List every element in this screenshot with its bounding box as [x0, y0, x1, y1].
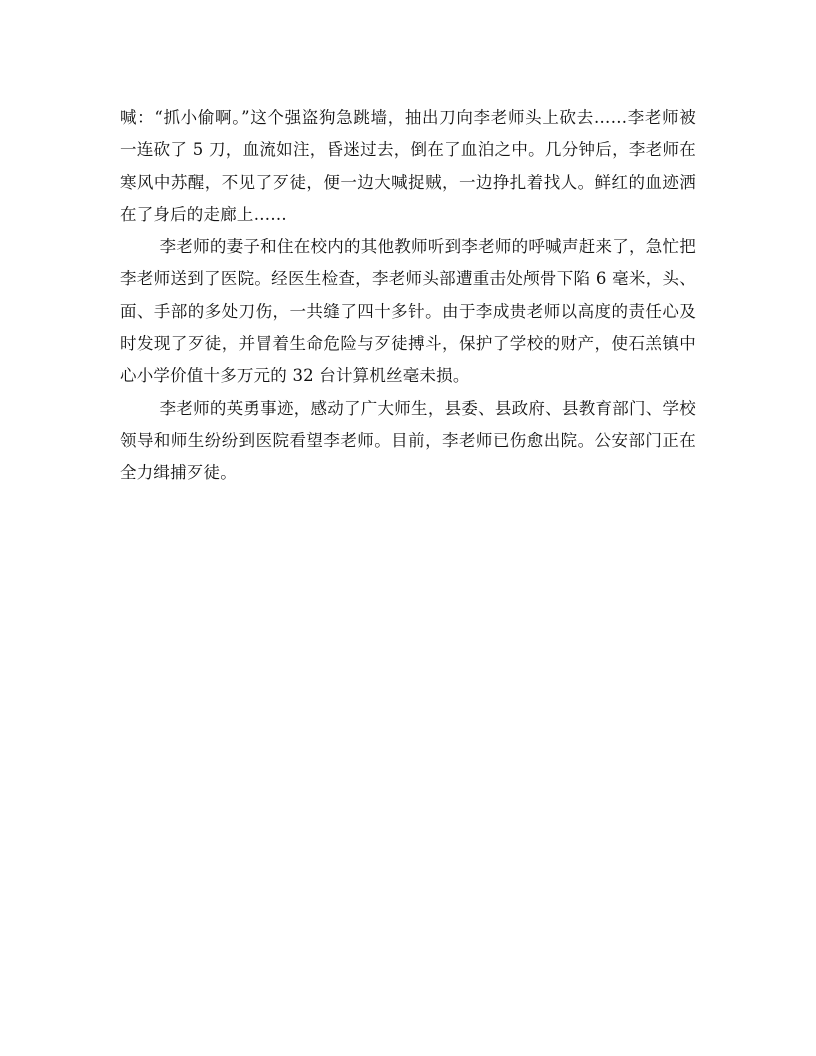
paragraph-aftermath: 李老师的英勇事迹，感动了广大师生，县委、县政府、县教育部门、学校领导和师生纷纷到医院看望李老师。目前，李老师已伤愈出院。公安部门正在全力缉捕歹徒。: [120, 398, 696, 483]
document-body: [120, 102, 696, 490]
paragraph-continuation: 喊：“抓小偷啊。”这个强盗狗急跳墙，抽出刀向李老师头上砍去……李老师被一连砍了 5 刀，血流如注，昏迷过去，倒在了血泊之中。几分钟后，李老师在寒风中苏醒，不见了歹徒，便一边大喊捉贼，一边挣扎着找人。鲜红的血迹洒在了身后的走廊上……: [120, 108, 696, 224]
paragraph-hospital: 李老师的妻子和住在校内的其他教师听到李老师的呼喊声赶来了，急忙把李老师送到了医院。经医生检查，李老师头部遭重击处颅骨下陷 6 毫米，头、面、手部的多处刀伤，一共缝了四十多针。由于李成贵老师以高度的责任心及时发现了歹徒，并冒着生命危险与歹徒搏斗，保护了学校的财产，使石羔镇中心小学价值十多万元的 32 台计算机丝毫未损。: [120, 237, 696, 386]
